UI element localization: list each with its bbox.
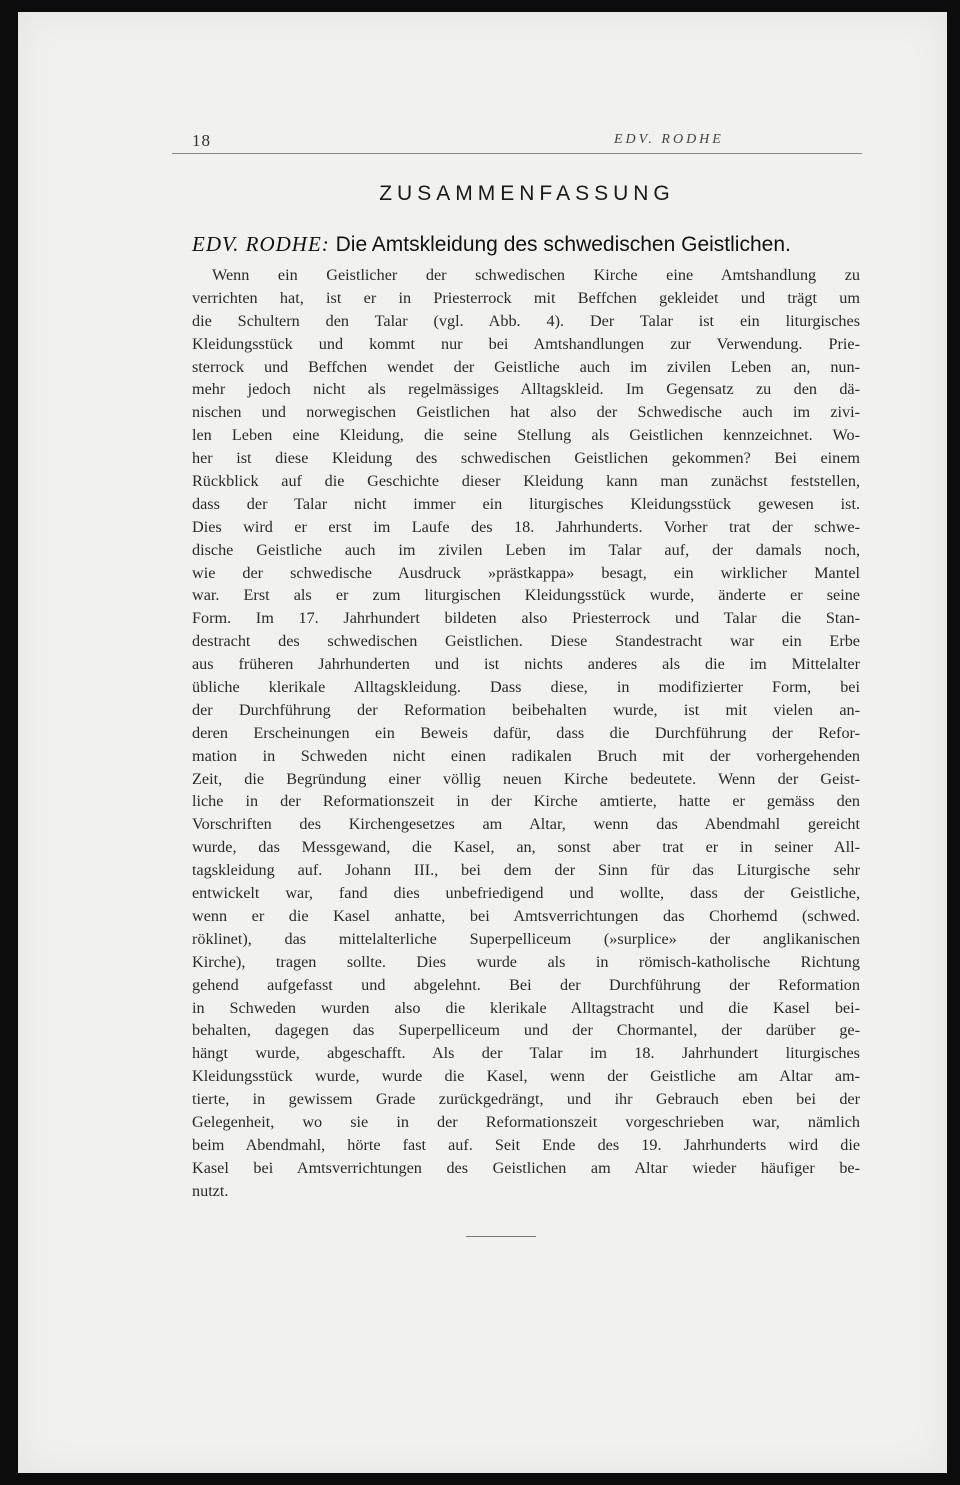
- body-line: war. Erst als er zum liturgischen Kleidungsstück wurde, änderte er seine: [192, 586, 860, 605]
- body-line: Dies wird er erst im Laufe des 18. Jahrhunderts. Vorher trat der schwe-: [192, 517, 860, 536]
- section-title: ZUSAMMENFASSUNG: [379, 182, 675, 205]
- body-line: liche in der Reformationszeit in der Kirche amtierte, hatte er gemäss den: [192, 792, 860, 811]
- body-line: Rückblick auf die Geschichte dieser Kleidung kann man zunächst feststellen,: [192, 472, 860, 491]
- page-number: 18: [192, 131, 211, 150]
- body-line: wurde, das Messgewand, die Kasel, an, sonst aber trat er in seiner All-: [192, 838, 860, 857]
- body-line: aus früheren Jahrhunderten und ist nichts anderes als die im Mittelalter: [192, 655, 860, 674]
- body-line: nutzt.: [192, 1181, 229, 1200]
- body-line: len Leben eine Kleidung, die seine Stellung als Geistlichen kennzeichnet. Wo-: [192, 426, 860, 445]
- body-line: Kleidungsstück und kommt nur bei Amtshandlungen zur Verwendung. Prie-: [192, 334, 860, 353]
- body-line: tierte, in gewissem Grade zurückgedrängt, und ihr Gebrauch eben bei der: [192, 1090, 860, 1109]
- body-line: dass der Talar nicht immer ein liturgisches Kleidungsstück gewesen ist.: [192, 494, 860, 513]
- body-line: die Schultern den Talar (vgl. Abb. 4). Der Talar ist ein liturgisches: [192, 311, 860, 330]
- body-line: Zeit, die Begründung einer völlig neuen Kirche bedeutete. Wenn der Geist-: [192, 769, 860, 788]
- body-line: behalten, dagegen das Superpelliceum und der Chormantel, der darüber ge-: [192, 1021, 860, 1040]
- body-line: deren Erscheinungen ein Beweis dafür, dass die Durchführung der Refor-: [192, 723, 860, 742]
- body-line: hängt wurde, abgeschafft. Als der Talar im 18. Jahrhundert liturgisches: [192, 1044, 860, 1063]
- running-head: EDV. RODHE: [614, 132, 724, 147]
- article-heading: [192, 232, 872, 257]
- article-author: EDV. RODHE:: [192, 232, 330, 256]
- body-line: tagskleidung auf. Johann III., bei dem der Sinn für das Liturgische sehr: [192, 861, 860, 880]
- body-line: Kleidungsstück wurde, wurde die Kasel, wenn der Geistliche am Altar am-: [192, 1067, 860, 1086]
- body-line: destracht des schwedischen Geistlichen. Diese Standestracht war ein Erbe: [192, 632, 860, 651]
- body-line: mehr jedoch nicht als regelmässiges Alltagskleid. Im Gegensatz zu den dä-: [192, 380, 860, 399]
- body-line: Form. Im 17. Jahrhundert bildeten also Priesterrock und Talar die Stan-: [192, 609, 860, 628]
- body-line: Kirche), tragen sollte. Dies wurde als in römisch-katholische Richtung: [192, 952, 860, 971]
- page-header: [172, 127, 862, 154]
- body-line: nischen und norwegischen Geistlichen hat also der Schwedische auch im zivi-: [192, 403, 860, 422]
- body-line: röklinet), das mittelalterliche Superpelliceum (»surplice» der anglikanischen: [192, 929, 860, 948]
- body-line: in Schweden wurden also die klerikale Alltagstracht und die Kasel bei-: [192, 998, 860, 1017]
- body-line: Kasel bei Amtsverrichtungen des Geistlichen am Altar wieder häufiger be-: [192, 1158, 860, 1177]
- body-line: übliche klerikale Alltagskleidung. Dass diese, in modifizierter Form, bei: [192, 678, 860, 697]
- body-line: mation in Schweden nicht einen radikalen Bruch mit der vorhergehenden: [192, 746, 860, 765]
- body-line: beim Abendmahl, hörte fast auf. Seit Ende des 19. Jahrhunderts wird die: [192, 1135, 860, 1154]
- body-line: her ist diese Kleidung des schwedischen Geistlichen gekommen? Bei einem: [192, 449, 860, 468]
- body-line: Gelegenheit, wo sie in der Reformationszeit vorgeschrieben war, nämlich: [192, 1112, 860, 1131]
- body-line: entwickelt war, fand dies unbefriedigend und wollte, dass der Geistliche,: [192, 884, 860, 903]
- body-text: [192, 264, 860, 1203]
- end-rule: [466, 1236, 536, 1237]
- article-title: Die Amtskleidung des schwedischen Geistlichen.: [335, 233, 791, 256]
- body-line: Wenn ein Geistlicher der schwedischen Kirche eine Amtshandlung zu: [212, 266, 860, 284]
- body-line: sterrock und Beffchen wendet der Geistliche auch im zivilen Leben an, nun-: [192, 357, 860, 376]
- body-line: gehend aufgefasst und abgelehnt. Bei der Durchführung der Reformation: [192, 975, 860, 994]
- body-line: wenn er die Kasel anhatte, bei Amtsverrichtungen das Chorhemd (schwed.: [192, 906, 860, 925]
- body-line: der Durchführung der Reformation beibehalten wurde, ist mit vielen an-: [192, 700, 860, 719]
- body-line: wie der schwedische Ausdruck »prästkappa» besagt, ein wirklicher Mantel: [192, 563, 860, 582]
- body-line: dische Geistliche auch im zivilen Leben im Talar auf, der damals noch,: [192, 540, 860, 559]
- body-line: Vorschriften des Kirchengesetzes am Altar, wenn das Abendmahl gereicht: [192, 815, 860, 834]
- body-line: verrichten hat, ist er in Priesterrock mit Beffchen gekleidet und trägt um: [192, 288, 860, 307]
